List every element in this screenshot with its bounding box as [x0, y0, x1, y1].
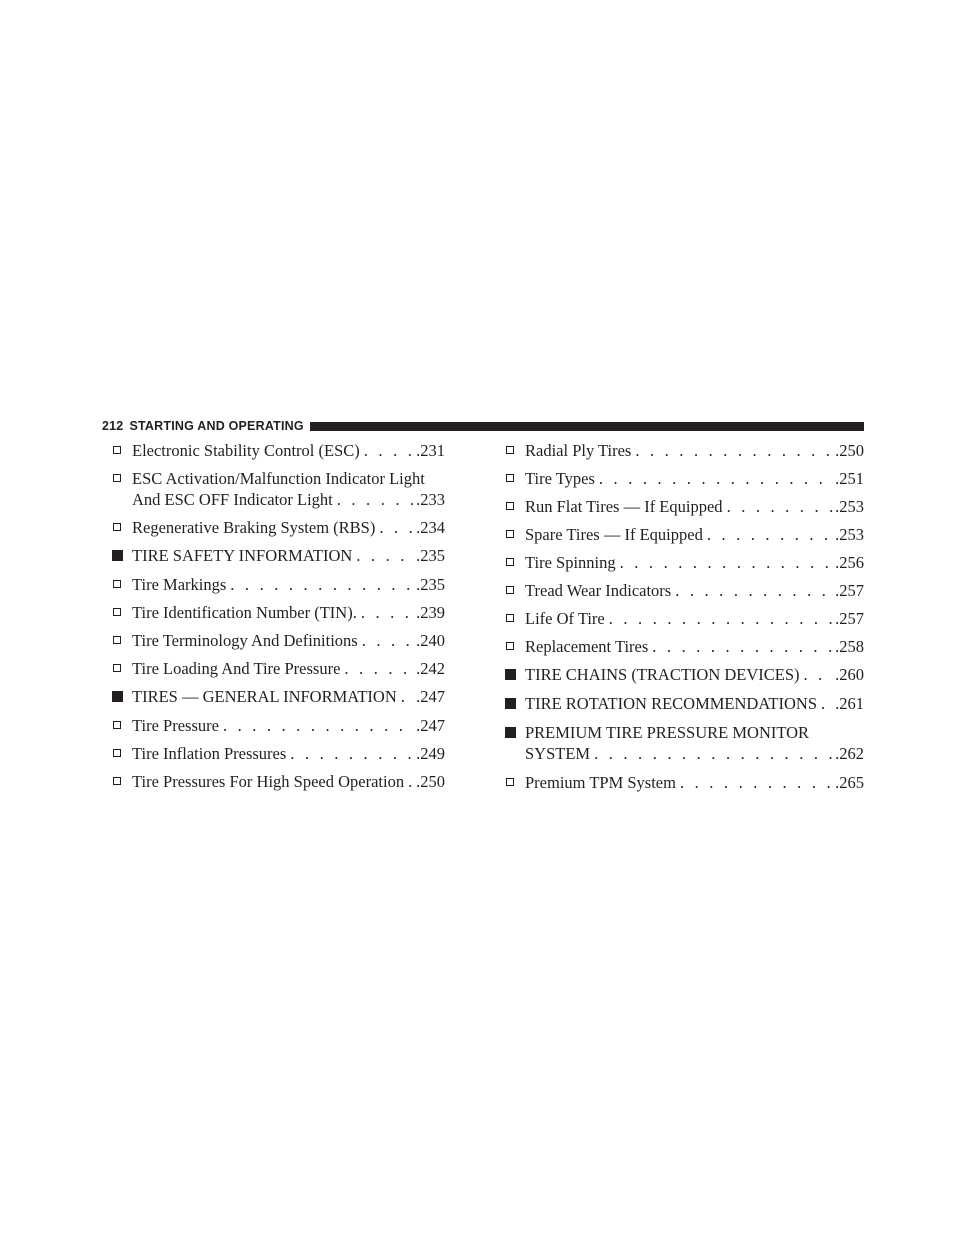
toc-subsection-entry [112, 630, 445, 651]
hollow-square-bullet-icon [113, 749, 121, 757]
hollow-square-bullet-icon [113, 446, 121, 454]
toc-entry-title: Life Of Tire [525, 609, 605, 628]
toc-entry-title: Regenerative Braking System (RBS) [132, 518, 376, 537]
toc-section-entry [505, 722, 864, 764]
toc-entry-title: TIRE CHAINS (TRACTION DEVICES) [525, 665, 800, 684]
dot-leader [675, 580, 833, 601]
toc-subsection-entry [505, 552, 864, 573]
toc-subsection-entry [505, 496, 864, 517]
toc-subsection-entry [505, 524, 864, 545]
toc-subsection-entry [112, 468, 445, 510]
toc-entry-page: .253 [835, 525, 864, 544]
toc-entry-page: .256 [835, 553, 864, 572]
page-header [102, 418, 864, 434]
toc-entry-page: .250 [835, 441, 864, 460]
toc-entry-title: TIRE SAFETY INFORMATION [132, 546, 353, 565]
hollow-square-bullet-icon [113, 721, 121, 729]
hollow-square-bullet-icon [113, 777, 121, 785]
filled-square-bullet-icon [112, 550, 123, 561]
dot-leader [356, 545, 414, 566]
toc-entry-title: And ESC OFF Indicator Light [132, 490, 333, 509]
dot-leader [223, 715, 414, 736]
dot-leader [727, 496, 834, 517]
toc-entry-page: .260 [835, 665, 864, 684]
toc-subsection-entry [505, 580, 864, 601]
section-title: STARTING AND OPERATING [129, 419, 304, 433]
toc-entry-page: .247 [416, 687, 445, 706]
toc-entry-page: .235 [416, 575, 445, 594]
dot-leader [620, 552, 834, 573]
toc-entry-page: .258 [835, 637, 864, 656]
hollow-square-bullet-icon [113, 608, 121, 616]
toc-entry-page: .265 [835, 773, 864, 792]
toc-entry-page: .249 [416, 744, 445, 763]
toc-entry-page: .262 [835, 744, 864, 763]
toc-subsection-entry [505, 772, 864, 793]
toc-entry-title: Tire Loading And Tire Pressure [132, 659, 341, 678]
hollow-square-bullet-icon [113, 580, 121, 588]
dot-leader [804, 664, 834, 685]
toc-subsection-entry [505, 440, 864, 461]
dot-leader [362, 630, 414, 651]
toc-subsection-entry [112, 771, 445, 792]
hollow-square-bullet-icon [113, 636, 121, 644]
toc-entry-title: Radial Ply Tires [525, 441, 632, 460]
hollow-square-bullet-icon [506, 586, 514, 594]
header-rule [310, 422, 864, 431]
dot-leader [379, 517, 414, 538]
dot-leader [635, 440, 833, 461]
toc-entry-title: TIRE ROTATION RECOMMENDATIONS [525, 694, 818, 713]
toc-entry-page: .257 [835, 609, 864, 628]
toc-entry-page: .242 [416, 659, 445, 678]
toc-entry-page: .235 [416, 546, 445, 565]
toc-entry-title: TIRES — GENERAL INFORMATION [132, 687, 397, 706]
toc-section-entry [505, 693, 864, 714]
hollow-square-bullet-icon [113, 523, 121, 531]
toc-entry-title: SYSTEM [525, 744, 591, 763]
hollow-square-bullet-icon [506, 614, 514, 622]
hollow-square-bullet-icon [506, 502, 514, 510]
toc-entry-title: Tread Wear Indicators [525, 581, 672, 600]
toc-entry-title: Tire Terminology And Definitions [132, 631, 358, 650]
hollow-square-bullet-icon [506, 778, 514, 786]
toc-subsection-entry [112, 517, 445, 538]
toc-left-column [112, 440, 445, 799]
dot-leader [594, 743, 833, 764]
toc-subsection-entry [505, 608, 864, 629]
dot-leader [364, 440, 414, 461]
toc-entry-title: Tire Spinning [525, 553, 616, 572]
toc-entry-title: Tire Pressure [132, 716, 219, 735]
toc-entry-page: .247 [416, 716, 445, 735]
toc-subsection-entry [112, 715, 445, 736]
toc-entry-title: Tire Types [525, 469, 595, 488]
toc-entry-page: .250 [416, 772, 445, 791]
hollow-square-bullet-icon [506, 558, 514, 566]
dot-leader [408, 771, 414, 792]
toc-entry-title: Premium TPM System [525, 773, 676, 792]
toc-subsection-entry [112, 574, 445, 595]
dot-leader [652, 636, 833, 657]
toc-section-entry [505, 664, 864, 685]
dot-leader [290, 743, 414, 764]
toc-entry-title: Spare Tires — If Equipped [525, 525, 703, 544]
toc-entry-title: Electronic Stability Control (ESC) [132, 441, 360, 460]
toc-entry-page: .233 [416, 490, 445, 509]
toc-subsection-entry [505, 636, 864, 657]
toc-right-column [505, 440, 864, 800]
dot-leader [609, 608, 833, 629]
filled-square-bullet-icon [505, 698, 516, 709]
toc-entry-page: .231 [416, 441, 445, 460]
toc-entry-title-line: PREMIUM TIRE PRESSURE MONITOR [525, 723, 810, 742]
dot-leader [401, 686, 414, 707]
toc-subsection-entry [112, 658, 445, 679]
hollow-square-bullet-icon [506, 474, 514, 482]
toc-section-entry [112, 686, 445, 707]
toc-entry-title: Tire Markings [132, 575, 227, 594]
dot-leader [707, 524, 833, 545]
hollow-square-bullet-icon [506, 446, 514, 454]
filled-square-bullet-icon [505, 669, 516, 680]
hollow-square-bullet-icon [113, 474, 121, 482]
dot-leader [680, 772, 833, 793]
toc-entry-title: Replacement Tires [525, 637, 649, 656]
dot-leader [337, 489, 414, 510]
toc-entry-title: Tire Identification Number (TIN). [132, 603, 357, 622]
toc-entry-title: Tire Pressures For High Speed Operation [132, 772, 405, 791]
filled-square-bullet-icon [505, 727, 516, 738]
hollow-square-bullet-icon [506, 642, 514, 650]
toc-entry-page: .234 [416, 518, 445, 537]
toc-entry-page: .257 [835, 581, 864, 600]
toc-entry-title-line: ESC Activation/Malfunction Indicator Light [132, 469, 425, 488]
dot-leader [821, 693, 833, 714]
toc-section-entry [112, 545, 445, 566]
toc-entry-title: Run Flat Tires — If Equipped [525, 497, 723, 516]
dot-leader [230, 574, 414, 595]
toc-entry-page: .240 [416, 631, 445, 650]
toc-subsection-entry [505, 468, 864, 489]
toc-subsection-entry [112, 743, 445, 764]
dot-leader [361, 602, 414, 623]
toc-entry-page: .261 [835, 694, 864, 713]
toc-subsection-entry [112, 602, 445, 623]
toc-entry-title: Tire Inflation Pressures [132, 744, 287, 763]
dot-leader [344, 658, 414, 679]
toc-entry-page: .251 [835, 469, 864, 488]
toc-entry-page: .253 [835, 497, 864, 516]
dot-leader [599, 468, 833, 489]
toc-entry-page: .239 [416, 603, 445, 622]
filled-square-bullet-icon [112, 691, 123, 702]
hollow-square-bullet-icon [506, 530, 514, 538]
page-number: 212 [102, 419, 124, 433]
hollow-square-bullet-icon [113, 664, 121, 672]
toc-subsection-entry [112, 440, 445, 461]
